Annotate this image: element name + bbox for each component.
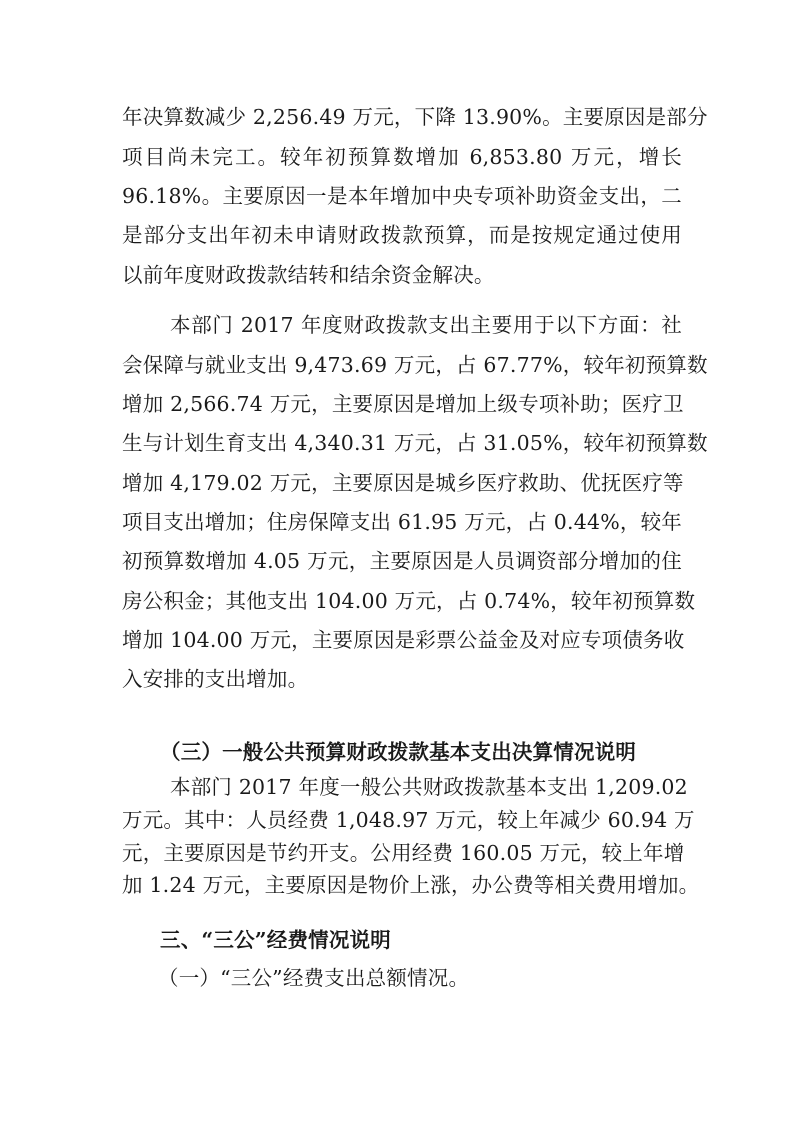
paragraph-1-line-2: 项目尚未完工。较年初预算数增加 6,853.80 万元，增长 — [122, 145, 682, 169]
paragraph-2-line-4: 生与计划生育支出 4,340.31 万元，占 31.05%，较年初预算数 — [122, 431, 708, 455]
paragraph-2-line-1: 本部门 2017 年度财政拨款支出主要用于以下方面：社 — [170, 313, 682, 337]
paragraph-3-line-3: 元，主要原因是节约开支。公用经费 160.05 万元，较上年增 — [122, 841, 685, 865]
paragraph-1-line-1: 年决算数减少 2,256.49 万元，下降 13.90%。主要原因是部分 — [122, 105, 708, 129]
paragraph-2-line-5: 增加 4,179.02 万元，主要原因是城乡医疗救助、优抚医疗等 — [122, 471, 684, 495]
paragraph-3-line-2: 万元。其中：人员经费 1,048.97 万元，较上年减少 60.94 万 — [122, 808, 695, 832]
paragraph-3-line-4: 加 1.24 万元，主要原因是物价上涨，办公费等相关费用增加。 — [122, 873, 700, 897]
paragraph-2-line-2: 会保障与就业支出 9,473.69 万元，占 67.77%，较年初预算数 — [122, 353, 708, 377]
paragraph-2-line-9: 增加 104.00 万元，主要原因是彩票公益金及对应专项债务收 — [122, 628, 685, 652]
subsection-heading-3: （三）一般公共预算财政拨款基本支出决算情况说明 — [160, 740, 637, 764]
subsection-heading-total-expenditure: （一）“三公”经费支出总额情况。 — [158, 966, 470, 990]
paragraph-2-line-8: 房公积金；其他支出 104.00 万元，占 0.74%，较年初预算数 — [122, 589, 696, 613]
section-heading-three-public-funds: 三、“三公”经费情况说明 — [160, 928, 391, 952]
paragraph-2-line-10: 入安排的支出增加。 — [122, 667, 309, 691]
paragraph-1-line-4: 是部分支出年初未申请财政拨款预算，而是按规定通过使用 — [122, 223, 682, 247]
paragraph-2-line-6: 项目支出增加；住房保障支出 61.95 万元，占 0.44%，较年 — [122, 510, 682, 534]
paragraph-1-line-3: 96.18%。主要原因一是本年增加中央专项补助资金支出，二 — [122, 184, 682, 208]
paragraph-2-line-7: 初预算数增加 4.05 万元，主要原因是人员调资部分增加的住 — [122, 549, 682, 573]
paragraph-1-line-5: 以前年度财政拨款结转和结余资金解决。 — [122, 263, 495, 287]
paragraph-2-line-3: 增加 2,566.74 万元，主要原因是增加上级专项补助；医疗卫 — [122, 392, 684, 416]
paragraph-3-line-1: 本部门 2017 年度一般公共财政拨款基本支出 1,209.02 — [170, 775, 688, 799]
